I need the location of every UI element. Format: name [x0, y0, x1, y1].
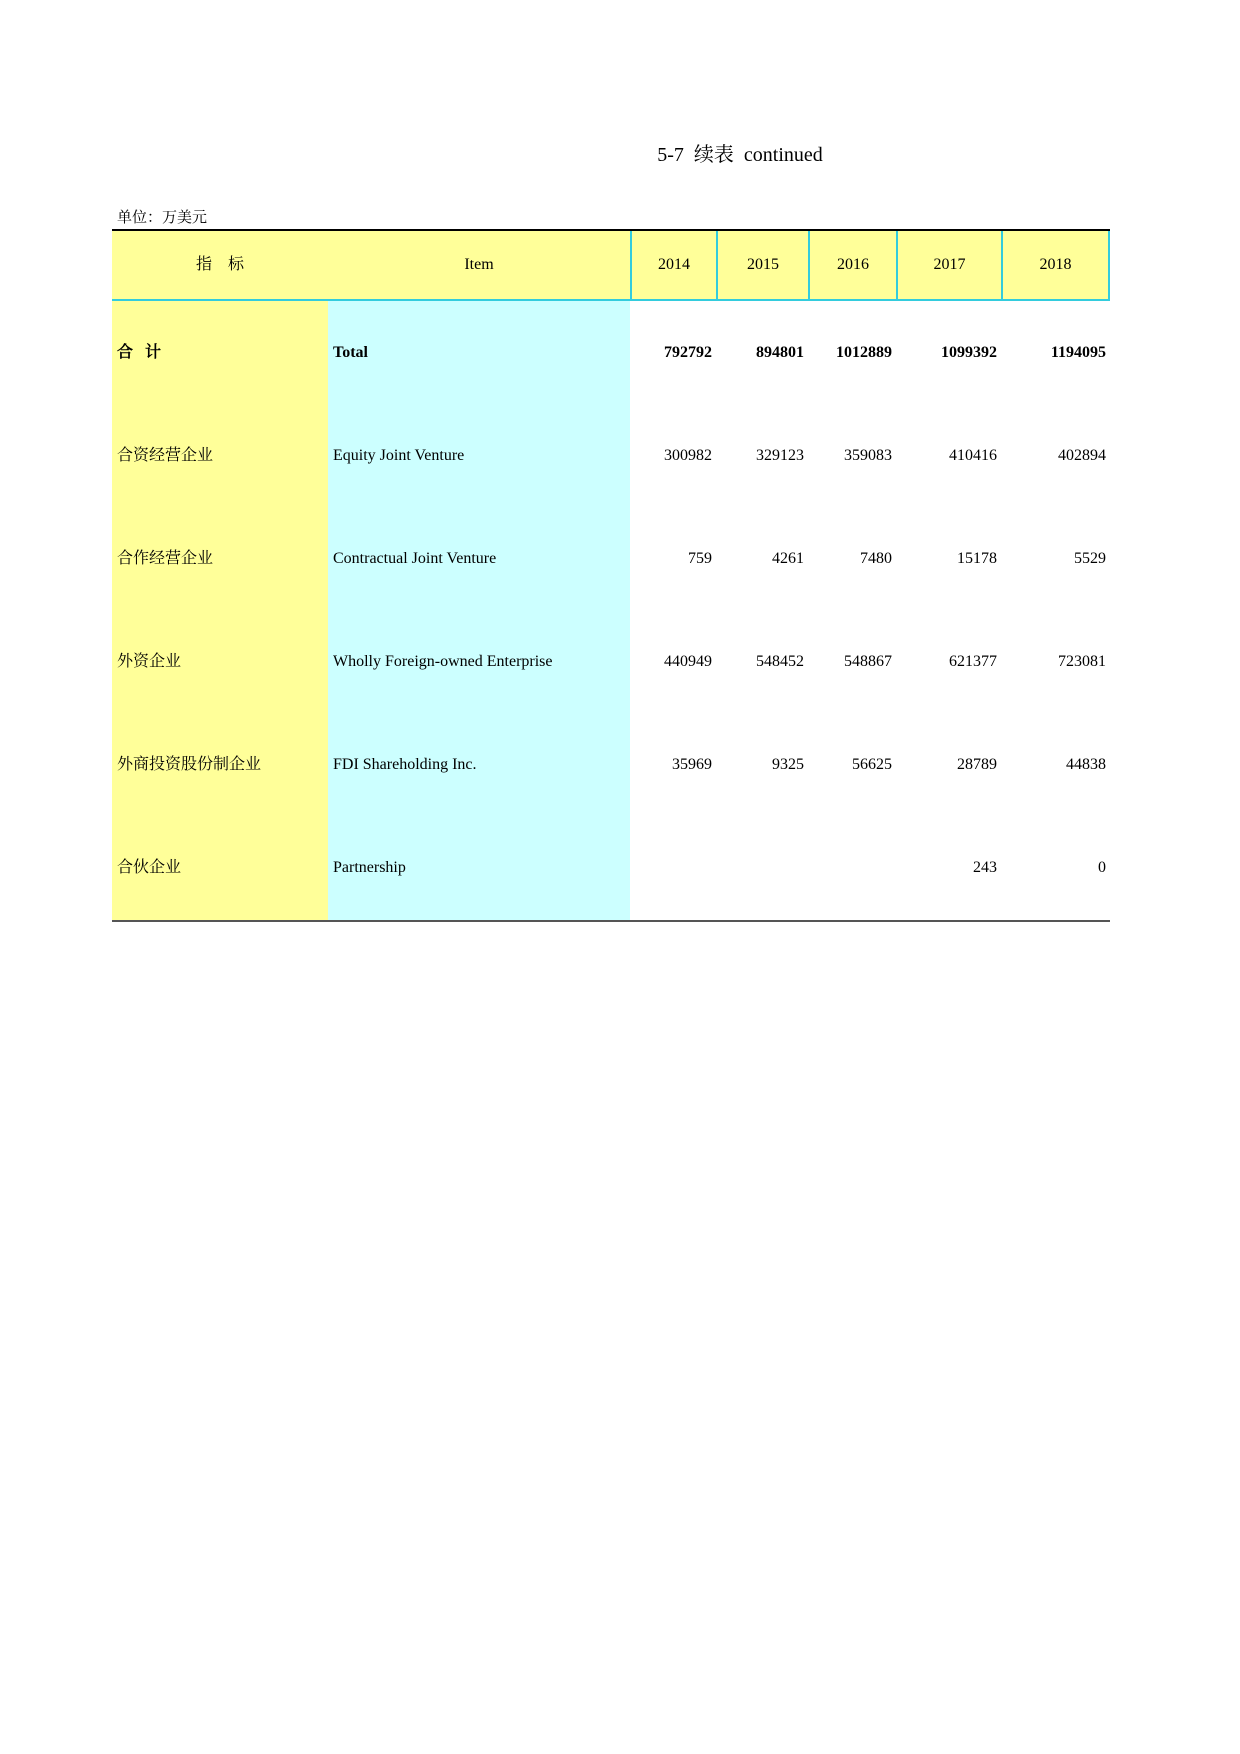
row-label-en: Contractual Joint Venture — [333, 550, 497, 567]
value-2014: 300982 — [664, 447, 712, 464]
value-2018: 0 — [1098, 859, 1106, 876]
value-2014 — [630, 816, 712, 919]
table-row — [112, 507, 1110, 610]
value-2018: 402894 — [1058, 447, 1106, 464]
header-indicator: 指 标 — [195, 256, 244, 273]
row-label-cn: 合作经营企业 — [117, 550, 214, 567]
value-2018: 1194095 — [1050, 344, 1106, 361]
header-year-2018: 2018 — [1001, 231, 1110, 301]
value-2016 — [808, 816, 892, 919]
row-label-en: Wholly Foreign-owned Enterprise — [333, 653, 553, 670]
header-item: Item — [464, 256, 494, 273]
table-row — [112, 816, 1110, 919]
table-title: 5-7 续表 continued — [657, 144, 823, 166]
table-row — [112, 713, 1110, 816]
table-header — [112, 229, 1110, 301]
table-row — [112, 610, 1110, 713]
value-2014: 792792 — [664, 344, 712, 361]
value-2017: 28789 — [957, 756, 997, 773]
value-2016: 7480 — [860, 550, 892, 567]
value-2014: 759 — [688, 550, 712, 567]
value-2017: 15178 — [957, 550, 997, 567]
row-label-cn: 合资经营企业 — [117, 447, 214, 464]
table-row-total — [112, 301, 1110, 404]
value-2018: 44838 — [1066, 756, 1106, 773]
table-bottom-border — [112, 920, 1110, 922]
value-2017: 621377 — [949, 653, 997, 670]
value-2018: 723081 — [1058, 653, 1106, 670]
value-2016: 1012889 — [836, 344, 892, 361]
value-2014: 35969 — [672, 756, 712, 773]
row-label-cn: 合伙企业 — [117, 859, 182, 876]
row-label-cn: 外资企业 — [117, 653, 182, 670]
value-2017: 1099392 — [941, 344, 997, 361]
value-2016: 548867 — [844, 653, 892, 670]
header-year-2014: 2014 — [630, 231, 716, 301]
value-2015: 548452 — [756, 653, 804, 670]
value-2017: 410416 — [949, 447, 997, 464]
header-year-2017: 2017 — [896, 231, 1001, 301]
value-2015: 4261 — [772, 550, 804, 567]
data-table — [112, 229, 1110, 922]
row-label-en: Equity Joint Venture — [333, 447, 465, 464]
value-2018: 5529 — [1074, 550, 1106, 567]
unit-label: 单位：万美元 — [117, 210, 208, 226]
header-year-2015: 2015 — [716, 231, 808, 301]
value-2014: 440949 — [664, 653, 712, 670]
value-2015: 329123 — [756, 447, 804, 464]
row-label-cn: 合 计 — [117, 344, 162, 361]
header-year-2016: 2016 — [808, 231, 896, 301]
value-2015 — [716, 816, 804, 919]
row-label-en: Partnership — [333, 859, 406, 876]
value-2016: 359083 — [844, 447, 892, 464]
value-2015: 894801 — [756, 344, 804, 361]
value-2017: 243 — [973, 859, 997, 876]
table-row — [112, 404, 1110, 507]
row-label-en: Total — [333, 344, 368, 361]
value-2016: 56625 — [852, 756, 892, 773]
row-label-en: FDI Shareholding Inc. — [333, 756, 477, 773]
value-2015: 9325 — [772, 756, 804, 773]
row-label-cn: 外商投资股份制企业 — [117, 756, 262, 773]
